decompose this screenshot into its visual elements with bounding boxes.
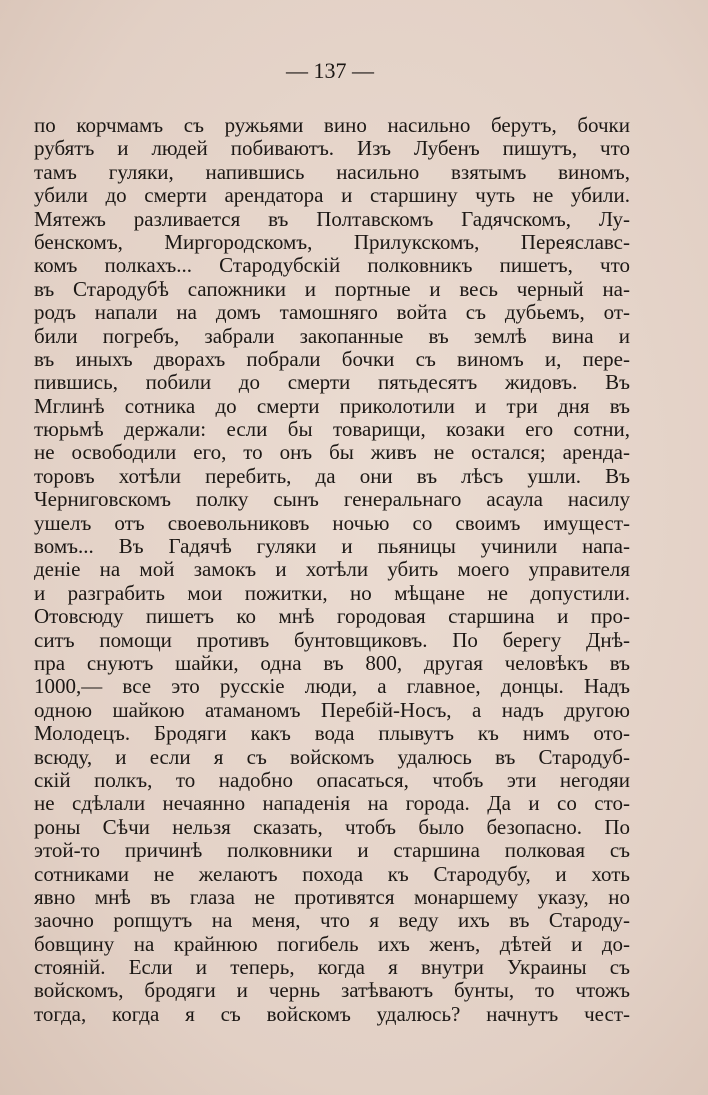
text-line: сотниками не желаютъ похода къ Стародубу, и хоть [34,861,630,886]
text-line: всюду, и если я съ войскомъ удалюсь въ Стародуб- [34,744,630,769]
text-line: скій полкъ, то надобно опасаться, чтобъ эти негодяи [34,767,630,792]
text-line: рубятъ и людей побиваютъ. Изъ Лубенъ пишутъ, что [34,136,630,161]
text-line: Мятежъ разливается въ Полтавскомъ Гадячскомъ, Лу- [34,206,630,231]
text-line: не освободили его, то онъ бы живъ не остался; аренда- [34,440,630,465]
text-line: родъ напали на домъ тамошняго войта съ дубьемъ, от- [34,300,630,325]
text-line: въ Стародубѣ сапожники и портные и весь черный на- [34,276,630,301]
text-line: войскомъ, бродяги и чернь затѣваютъ бунты, то чтожъ [34,978,630,1003]
text-line: Отовсюду пишетъ ко мнѣ городовая старшина и про- [34,604,630,629]
text-line: тогда, когда я съ войскомъ удалюсь? начнутъ чест- [34,1001,630,1026]
text-line: ситъ помощи противъ бунтовщиковъ. По берегу Днѣ- [34,627,630,652]
text-line: вомъ... Въ Гадячѣ гуляки и пьяницы учинили напа- [34,534,630,559]
text-line: комъ полкахъ... Стародубскій полковникъ пишетъ, что [34,253,630,278]
text-line: бенскомъ, Миргородскомъ, Прилукскомъ, Переяславс- [34,229,630,254]
text-line: ушелъ отъ своевольниковъ ночью со своимъ имущест- [34,510,630,535]
text-line: тамъ гуляки, напившись насильно взятымъ виномъ, [34,159,630,184]
text-line: этой-то причинѣ полковники и старшина полковая съ [34,838,630,863]
text-line: роны Сѣчи нельзя сказать, чтобъ было безопасно. По [34,814,630,839]
text-line: пра снуютъ шайки, одна въ 800, другая человѣкъ въ [34,650,630,675]
text-line: убили до смерти арендатора и старшину чуть не убили. [34,183,630,208]
text-line: явно мнѣ въ глаза не противятся монаршему указу, но [34,884,630,909]
text-line: стояній. Если и теперь, когда я внутри Украины съ [34,955,630,980]
text-line: Молодецъ. Бродяги какъ вода плывутъ къ нимъ ото- [34,721,630,746]
text-line: деніе на мой замокъ и хотѣли убить моего управителя [34,557,630,582]
text-line: Мглинѣ сотника до смерти приколотили и три дня въ [34,393,630,418]
text-line: въ иныхъ дворахъ побрали бочки съ виномъ и, пере- [34,346,630,371]
text-line: заочно ропщутъ на меня, что я веду ихъ въ Староду- [34,908,630,933]
text-line: 1000,— все это русскіе люди, а главное, донцы. Надъ [34,674,630,699]
text-line: Черниговскомъ полку сынъ генеральнаго асаула насилу [34,487,630,512]
text-line: пившись, побили до смерти пятьдесятъ жидовъ. Въ [34,370,630,395]
body-text [34,114,630,1026]
text-line: тюрьмѣ держали: если бы товарищи, козаки его сотни, [34,417,630,442]
text-line: и разграбить мои пожитки, но мѣщане не допустили. [34,580,630,605]
text-line: не сдѣлали нечаянно нападенія на города. Да и со сто- [34,791,630,816]
text-line: по корчмамъ съ ружьями вино насильно берутъ, бочки [34,113,630,137]
text-line: одною шайкою атаманомъ Перебій-Носъ, а надъ другою [34,697,630,722]
page-number: — 137 — [286,58,374,83]
text-line: бовщину на крайнюю погибель ихъ женъ, дѣтей и до- [34,931,630,956]
text-line: били погребъ, забрали закопанные въ землѣ вина и [34,323,630,348]
text-line: торовъ хотѣли перебить, да они въ лѣсъ ушли. Въ [34,463,630,488]
